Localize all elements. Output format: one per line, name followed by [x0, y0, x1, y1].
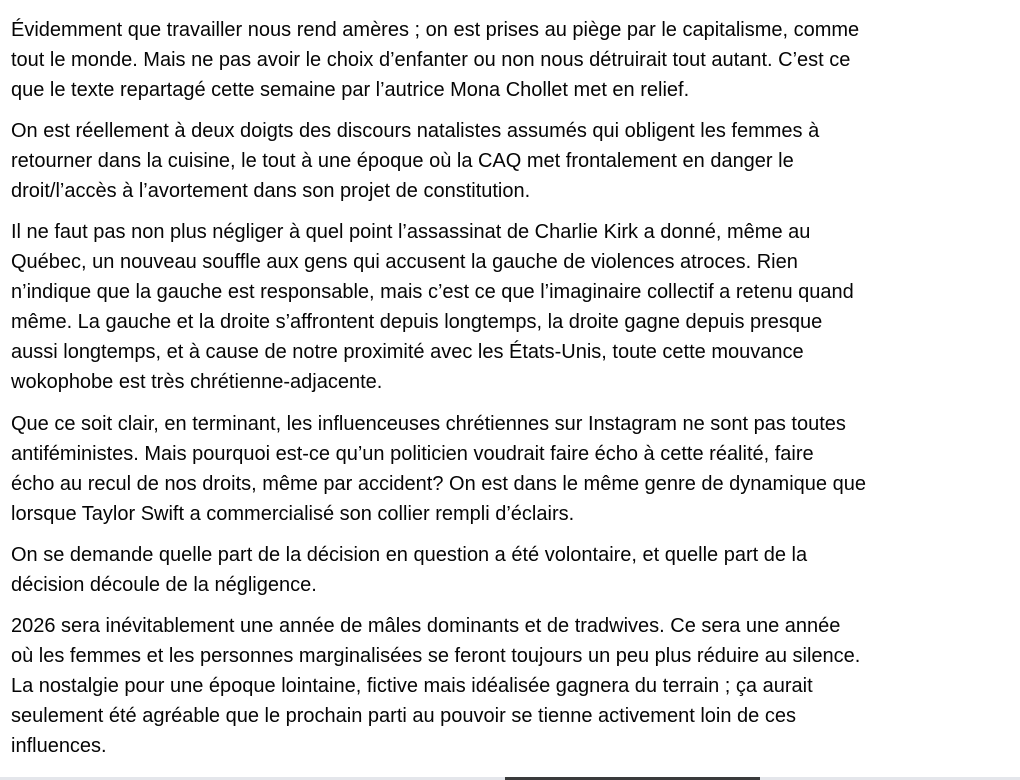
- text-line: Québec, un nouveau souffle aux gens qui accusent la gauche de violences atroces. Rien: [11, 251, 798, 273]
- text-line: influences.: [11, 735, 107, 757]
- text-line: Évidemment que travailler nous rend amères ; on est prises au piège par le capitalisme, comme: [11, 19, 860, 41]
- paragraph-2: [11, 116, 1011, 206]
- paragraph-6: [11, 611, 1011, 761]
- text-line: lorsque Taylor Swift a commercialisé son collier rempli d’éclairs.: [11, 503, 575, 525]
- text-line: seulement été agréable que le prochain parti au pouvoir se tienne activement loin de ces: [11, 705, 796, 727]
- text-line: que le texte repartagé cette semaine par l’autrice Mona Chollet met en relief.: [11, 79, 690, 101]
- text-line: On est réellement à deux doigts des discours natalistes assumés qui obligent les femmes à: [11, 120, 820, 142]
- text-line: antiféministes. Mais pourquoi est-ce qu’un politicien voudrait faire écho à cette réalité, faire: [11, 443, 814, 465]
- text-line: retourner dans la cuisine, le tout à une époque où la CAQ met frontalement en danger le: [11, 150, 794, 172]
- text-line: On se demande quelle part de la décision en question a été volontaire, et quelle part de la: [11, 544, 808, 566]
- paragraph-4: [11, 409, 1011, 529]
- text-line: écho au recul de nos droits, même par accident? On est dans le même genre de dynamique que: [11, 473, 866, 495]
- paragraph-3: [11, 217, 1011, 397]
- text-line: La nostalgie pour une époque lointaine, fictive mais idéalisée gagnera du terrain ; ça aurait: [11, 675, 813, 697]
- paragraph-1: [11, 15, 1011, 105]
- clipped-previous-line: [11, 0, 1001, 6]
- text-line: où les femmes et les personnes marginalisées se feront toujours un peu plus réduire au silence.: [11, 645, 861, 667]
- text-line: Que ce soit clair, en terminant, les influenceuses chrétiennes sur Instagram ne sont pas toutes: [11, 413, 846, 435]
- text-line: aussi longtemps, et à cause de notre proximité avec les États-Unis, toute cette mouvance: [11, 341, 804, 363]
- text-line: Il ne faut pas non plus négliger à quel point l’assassinat de Charlie Kirk a donné, même au: [11, 221, 811, 243]
- text-line: wokophobe est très chrétienne-adjacente.: [11, 371, 383, 393]
- text-line: tout le monde. Mais ne pas avoir le choix d’enfanter ou non nous détruirait tout autant. C’est ce: [11, 49, 851, 71]
- text-line: même. La gauche et la droite s’affrontent depuis longtemps, la droite gagne depuis presque: [11, 311, 823, 333]
- text-line: 2026 sera inévitablement une année de mâles dominants et de tradwives. Ce sera une année: [11, 615, 841, 637]
- text-line: n’indique que la gauche est responsable, mais c’est ce que l’imaginaire collectif a retenu quand: [11, 281, 854, 303]
- text-line: droit/l’accès à l’avortement dans son projet de constitution.: [11, 180, 531, 202]
- paragraph-5: [11, 540, 1011, 600]
- text-line: décision découle de la négligence.: [11, 574, 317, 596]
